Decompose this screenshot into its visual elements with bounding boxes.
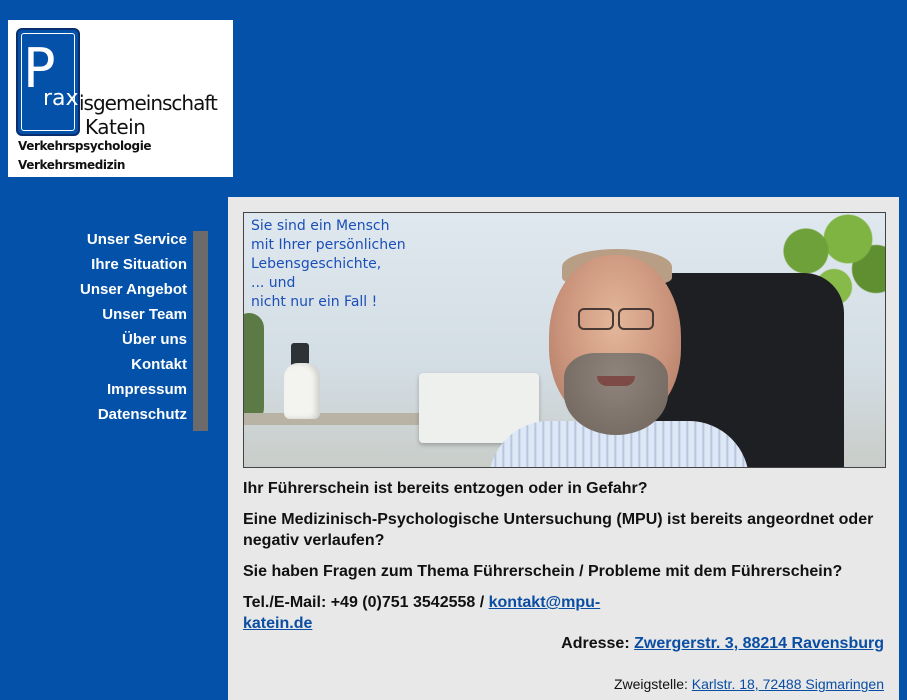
nav-item-unser-team[interactable]: Unser Team (102, 306, 187, 323)
logo-rax: rax (43, 86, 79, 111)
photo-caption-line: Sie sind ein Mensch (251, 218, 390, 234)
logo[interactable] (8, 20, 233, 177)
branch-address (484, 675, 884, 693)
photo-caption-line: Lebensgeschichte, (251, 256, 382, 272)
nav-item-unser-service[interactable]: Unser Service (86, 231, 187, 248)
logo-subtitle-1: Verkehrspsychologie (18, 139, 152, 153)
logo-letter: P (23, 37, 56, 100)
nav-item-datenschutz[interactable]: Datenschutz (97, 406, 187, 423)
branch-link[interactable]: Karlstr. 18, 72488 Sigmaringen (691, 676, 884, 692)
question-license: Ihr Führerschein ist bereits entzogen oder in Gefahr? (243, 480, 648, 497)
photo-caption-line: nicht nur ein Fall ! (251, 294, 378, 310)
contact-line (243, 592, 613, 634)
branch-label: Zweigstelle: (613, 676, 692, 692)
contact-phone: Tel./E-Mail: +49 (0)751 3542558 / (243, 594, 489, 611)
address-label: Adresse: (561, 635, 635, 652)
question-topics: Sie haben Fragen zum Thema Führerschein / Probleme mit dem Führerschein? (243, 563, 843, 580)
nav-item-impressum[interactable]: Impressum (106, 381, 187, 398)
nav-item-kontakt[interactable]: Kontakt (131, 356, 187, 373)
nav-item-ueber-uns[interactable]: Über uns (121, 331, 187, 348)
photo-caption (251, 217, 406, 312)
intro-text (243, 478, 888, 644)
main-nav (20, 230, 188, 430)
main-content (228, 197, 899, 700)
logo-name-line1: isgemeinschaft (79, 91, 217, 115)
nav-item-ihre-situation[interactable]: Ihre Situation (91, 256, 187, 273)
address (484, 633, 884, 654)
header-photo (243, 212, 886, 468)
logo-subtitle-2: Verkehrsmedizin (18, 158, 126, 172)
photo-caption-line: mit Ihrer persönlichen (251, 237, 406, 253)
question-mpu: Eine Medizinisch-Psychologische Untersuchung (MPU) ist bereits angeordnet oder negativ verlaufen? (243, 511, 874, 549)
nav-side-bar (193, 231, 208, 431)
photo-caption-line: ... und (251, 275, 296, 291)
address-link[interactable]: Zwergerstr. 3, 88214 Ravensburg (634, 635, 884, 652)
contact-email-link[interactable]: kontakt@mpu-katein.de (243, 594, 601, 632)
logo-name-line2: Katein (85, 115, 146, 139)
nav-item-unser-angebot[interactable]: Unser Angebot (80, 281, 187, 298)
